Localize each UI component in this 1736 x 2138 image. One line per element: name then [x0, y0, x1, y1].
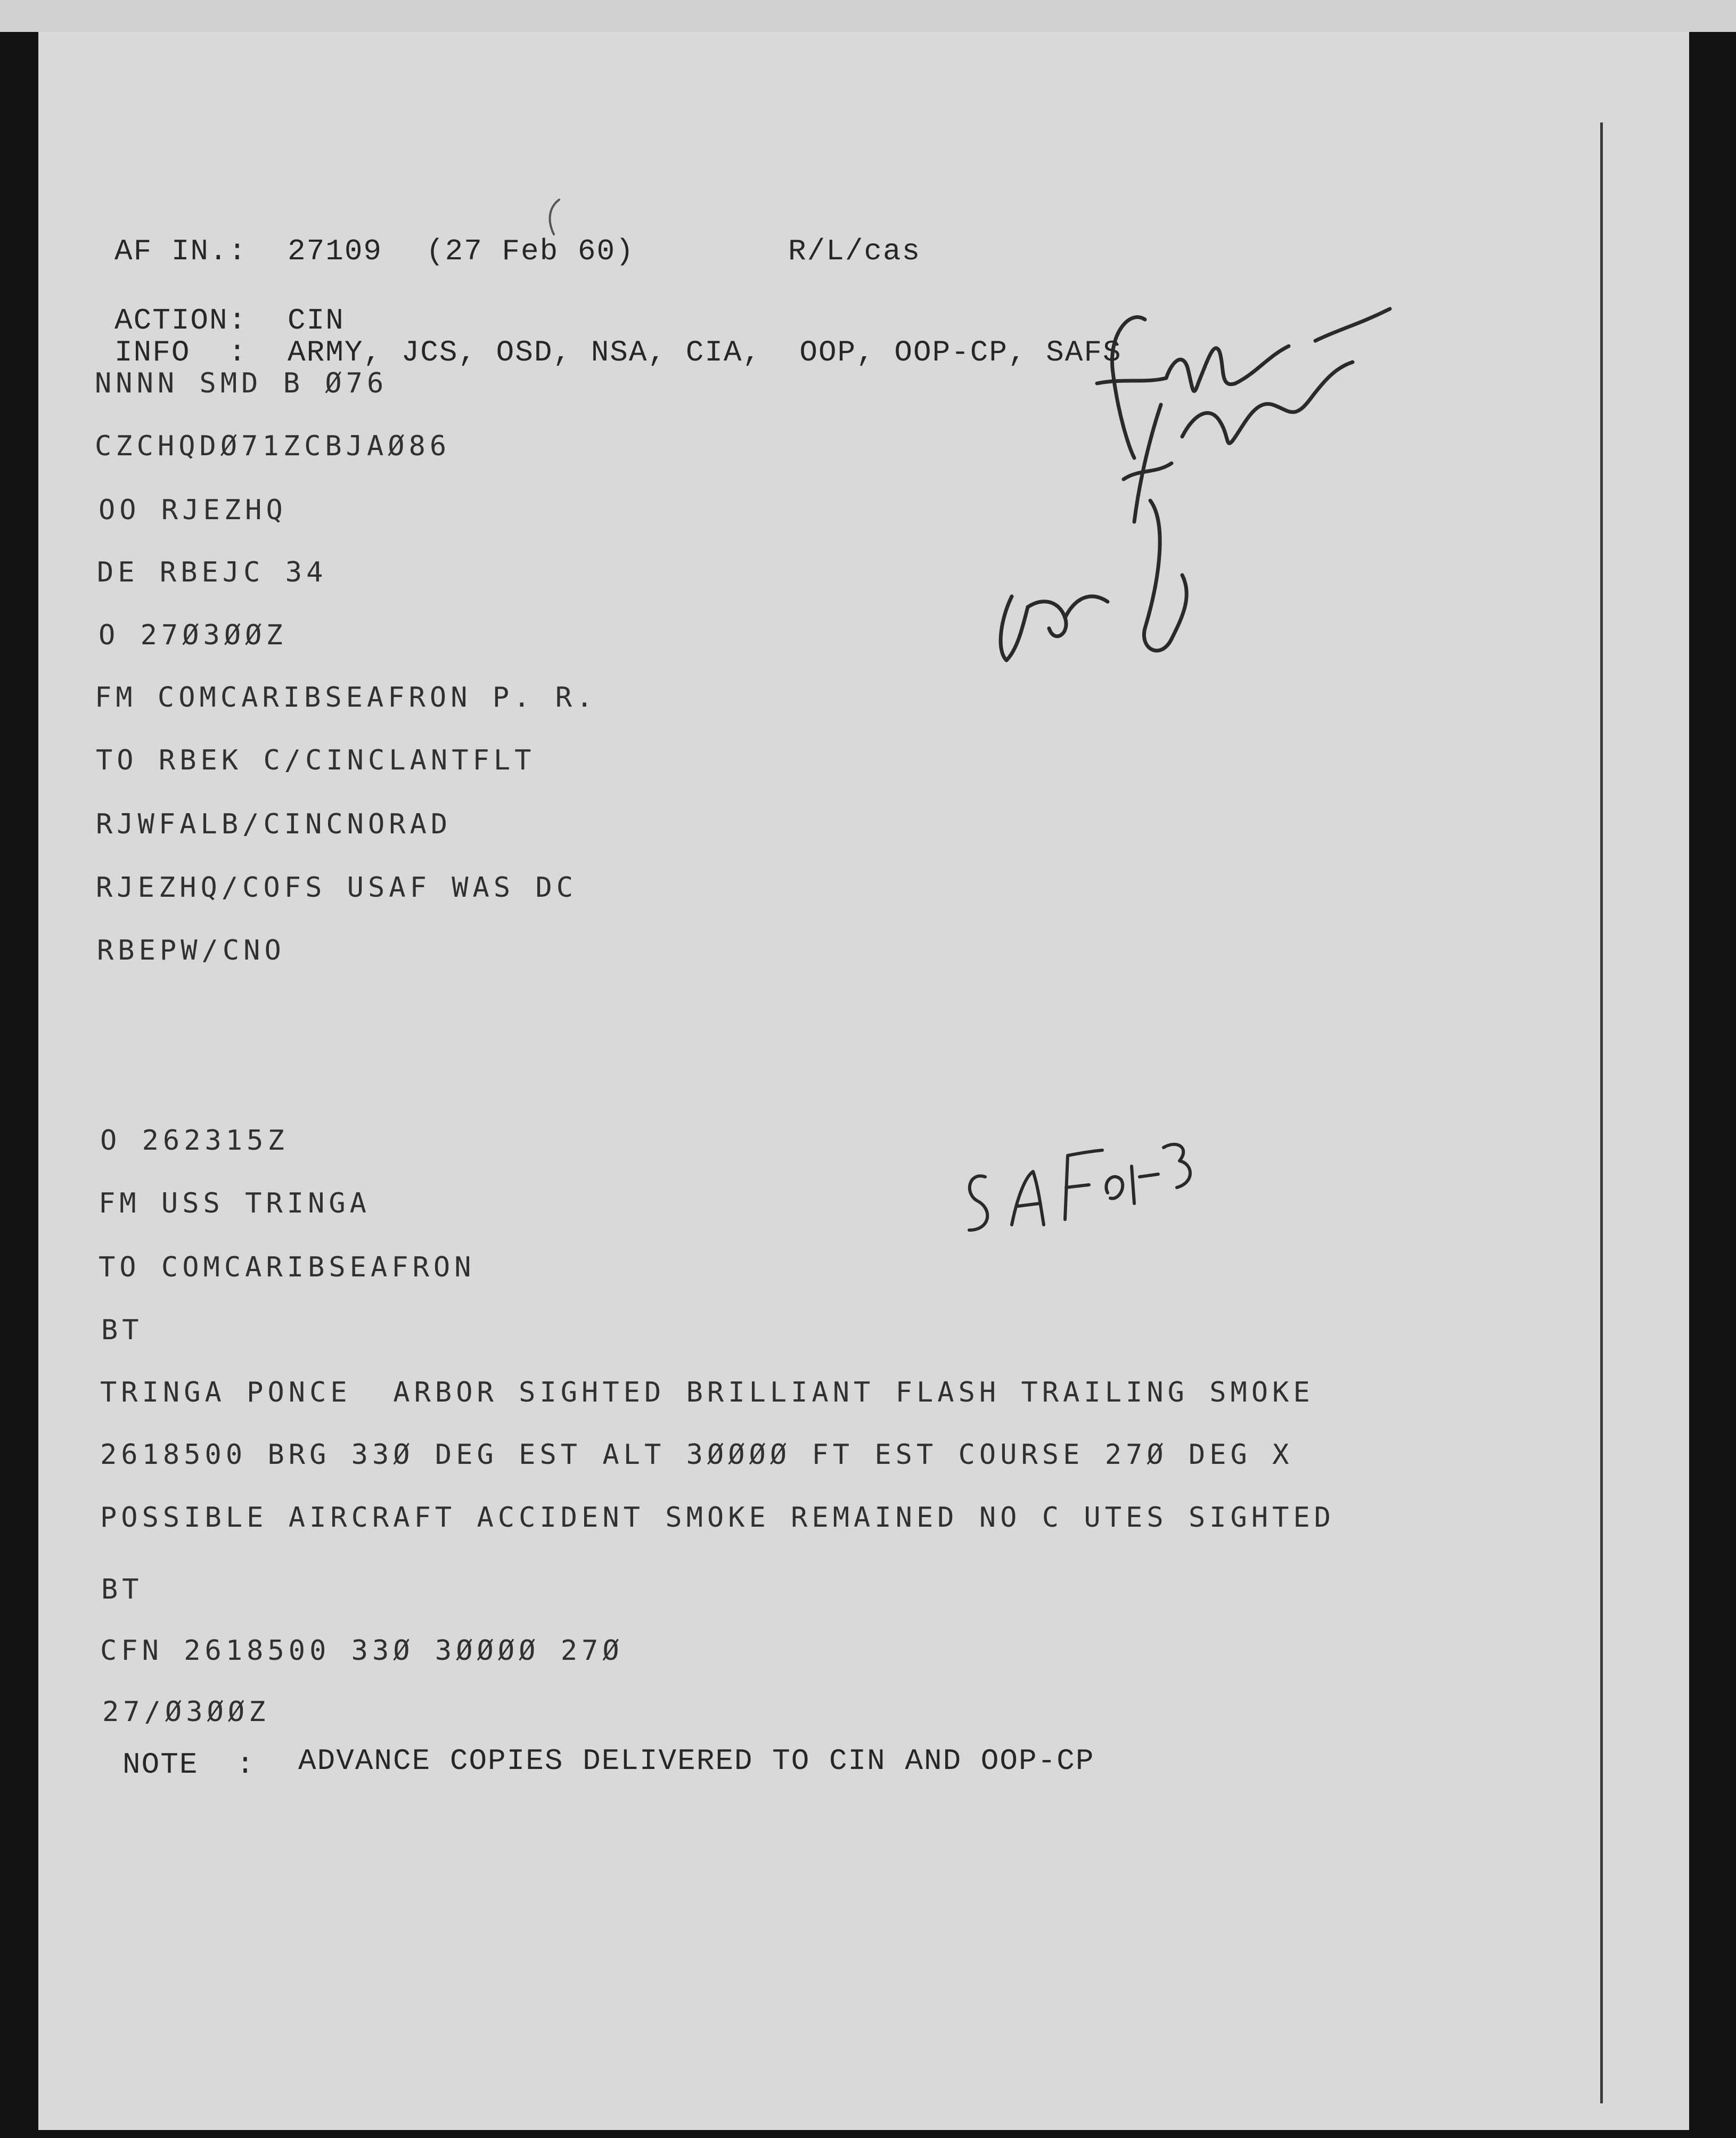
message-date: (27 Feb 60) — [426, 234, 635, 268]
message-line: 2618500 BRG 33Ø DEG EST ALT 3ØØØØ FT EST COURSE 27Ø DEG X — [100, 1439, 1293, 1471]
message-line: POSSIBLE AIRCRAFT ACCIDENT SMOKE REMAINED NO C UTES SIGHTED — [100, 1502, 1336, 1534]
message-line: BT — [101, 1314, 143, 1346]
handwritten-reference-mark — [953, 1118, 1209, 1257]
message-line: O 27Ø3ØØZ — [99, 619, 287, 651]
message-line: NNNN SMD B Ø76 — [95, 367, 388, 399]
info-value: ARMY, JCS, OSD, NSA, CIA, OOP, OOP-CP, SAFS — [288, 335, 1122, 370]
message-line: BT — [101, 1574, 143, 1605]
af-in-number: 27109 — [288, 234, 383, 268]
message-line: O 262315Z — [100, 1125, 289, 1157]
message-line: FM COMCARIBSEAFRON P. R. — [95, 682, 597, 714]
message-line: RJWFALB/CINCNORAD — [96, 808, 452, 840]
message-line: TO RBEK C/CINCLANTFLT — [96, 744, 536, 776]
info-label: INFO : — [114, 335, 248, 370]
message-line: OO RJEZHQ — [99, 494, 287, 526]
action-label: ACTION: — [114, 304, 248, 338]
right-margin-rule — [1600, 122, 1603, 2103]
note-label: NOTE : — [122, 1748, 256, 1782]
message-line: TRINGA PONCE ARBOR SIGHTED BRILLIANT FLASH TRAILING SMOKE — [100, 1377, 1314, 1408]
message-line: TO COMCARIBSEAFRON — [99, 1251, 476, 1283]
af-in-label: AF IN.: — [114, 234, 248, 268]
top-edge — [0, 0, 1736, 32]
action-value: CIN — [288, 304, 345, 338]
note-text: ADVANCE COPIES DELIVERED TO CIN AND OOP-CP — [298, 1744, 1095, 1778]
message-line: DE RBEJC 34 — [97, 556, 327, 588]
message-line: FM USS TRINGA — [99, 1187, 371, 1219]
message-line: 27/Ø3ØØZ — [102, 1696, 270, 1728]
message-line: RBEPW/CNO — [97, 935, 285, 966]
routing-code: R/L/cas — [788, 234, 921, 268]
message-line: CZCHQDØ71ZCBJAØ86 — [95, 430, 451, 462]
handwritten-routing-signature — [969, 277, 1448, 682]
pencil-tick-mark — [538, 197, 570, 240]
message-line: CFN 2618500 33Ø 3ØØØØ 27Ø — [100, 1635, 624, 1667]
message-line: RJEZHQ/COFS USAF WAS DC — [96, 872, 578, 904]
